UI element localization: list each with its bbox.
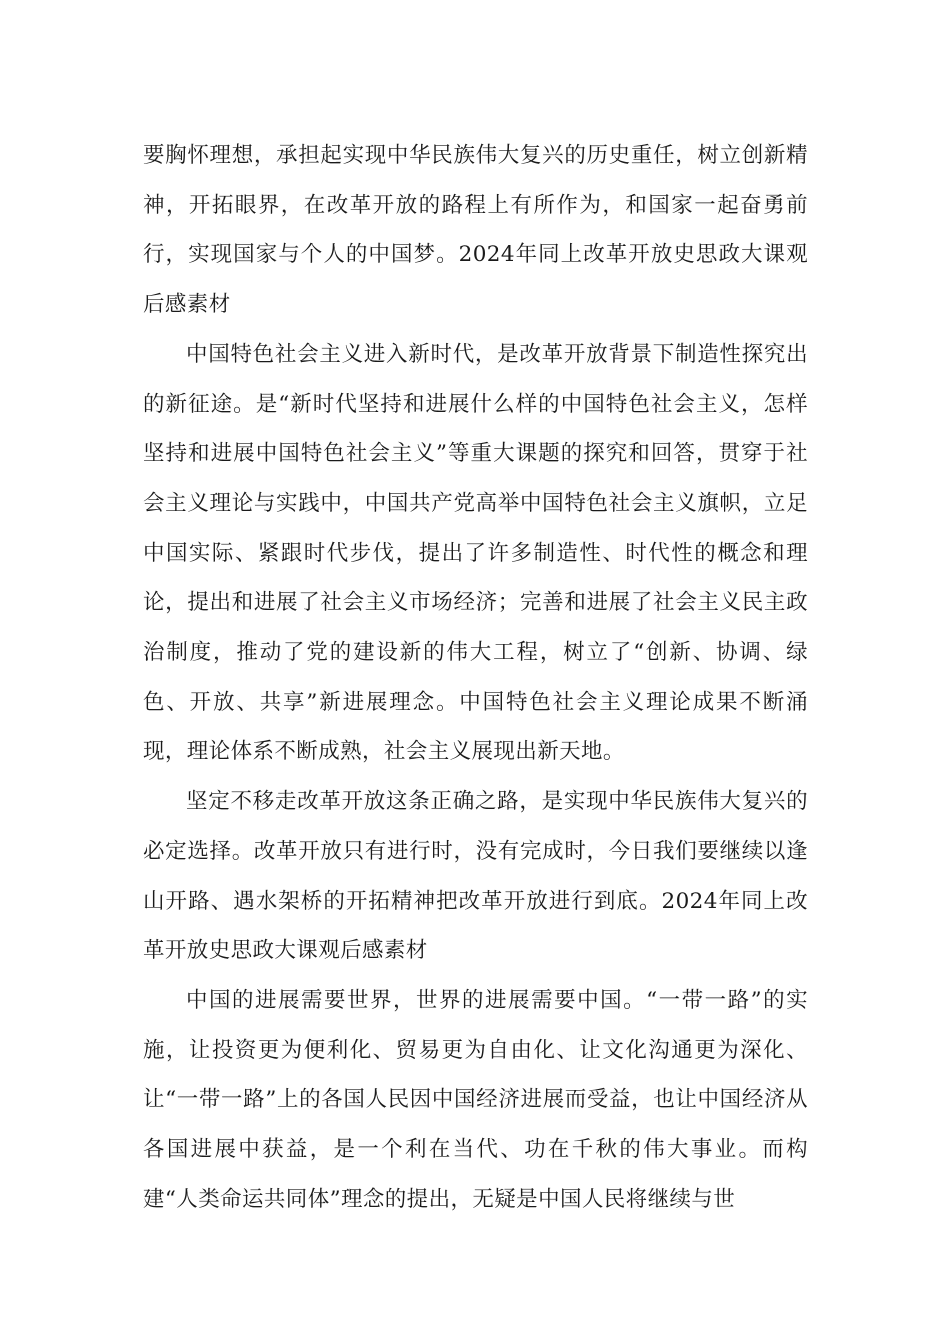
paragraph-2: 中国特色社会主义进入新时代，是改革开放背景下制造性探究出的新征途。是“新时代坚持和进展什么样的中国特色社会主义，怎样坚持和进展中国特色社会主义”等重大课题的探究和回答，贯穿于社会主义理论与实践中，中国共产党高举中国特色社会主义旗帜，立足中国实际、紧跟时代步伐，提出了许多制造性、时代性的概念和理论，提出和进展了社会主义市场经济；完善和进展了社会主义民主政治制度，推动了党的建设新的伟大工程，树立了“创新、协调、绿色、开放、共享”新进展理念。中国特色社会主义理论成果不断涌现，理论体系不断成熟，社会主义展现出新天地。 — [143, 341, 808, 765]
paragraph-1: 要胸怀理想，承担起实现中华民族伟大复兴的历史重任，树立创新精神，开拓眼界，在改革开放的路程上有所作为，和国家一起奋勇前行，实现国家与个人的中国梦。2024年同上改革开放史思政大课观后感素材 — [143, 143, 808, 318]
paragraph-4: 中国的进展需要世界，世界的进展需要中国。“一带一路”的实施，让投资更为便利化、贸易更为自由化、让文化沟通更为深化、让“一带一路”上的各国人民因中国经济进展而受益，也让中国经济从各国进展中获益，是一个利在当代、功在千秋的伟大事业。而构建“人类命运共同体”理念的提出，无疑是中国人民将继续与世 — [143, 987, 808, 1212]
paragraph-3: 坚定不移走改革开放这条正确之路，是实现中华民族伟大复兴的必定选择。改革开放只有进行时，没有完成时，今日我们要继续以逢山开路、遇水架桥的开拓精神把改革开放进行到底。2024年同上改革开放史思政大课观后感素材 — [143, 789, 808, 964]
document-body — [143, 131, 808, 1224]
